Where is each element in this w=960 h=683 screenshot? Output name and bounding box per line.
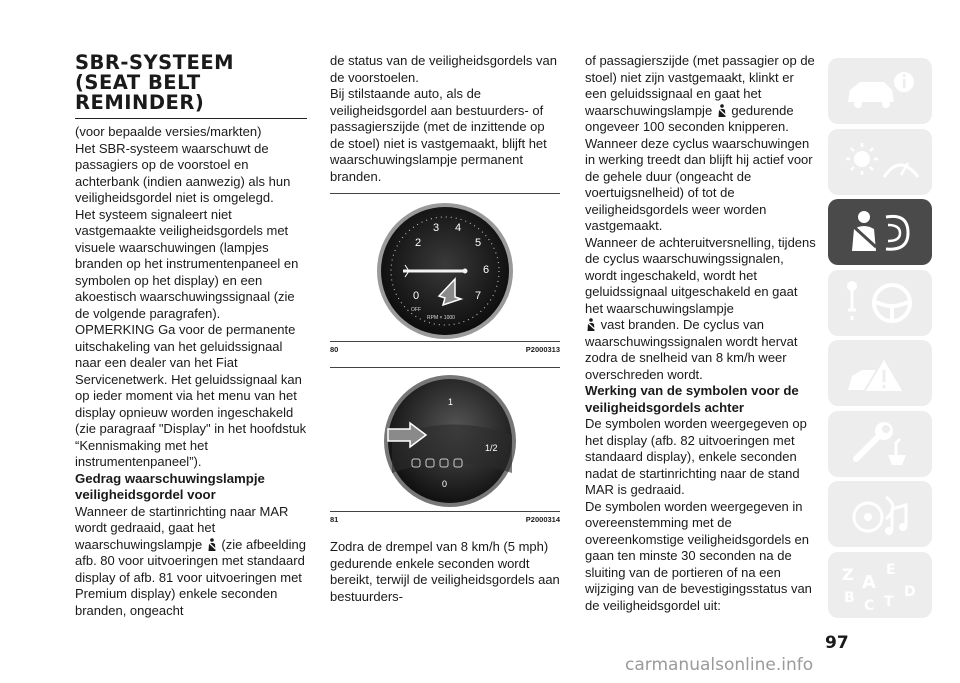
- figure-number: 80: [330, 345, 339, 354]
- gauge-label: 2: [415, 237, 422, 249]
- gauge-label: 0: [413, 290, 420, 302]
- gauge-label: 0: [442, 479, 448, 489]
- seatbelt-warning-icon: [716, 104, 728, 117]
- figure-bottom-rule: [330, 511, 560, 512]
- seatbelt-airbag-icon: [828, 199, 932, 265]
- paragraph: Het SBR-systeem waarschuwt de passagiers op de voorstoel en achterbank (indien aanwezig) als hun veiligheidsgordel niet is omgelegd.: [75, 140, 291, 205]
- paragraph: [585, 235, 817, 384]
- tab-emergency[interactable]: [828, 340, 932, 406]
- figure-bottom-rule: [330, 341, 560, 342]
- paragraph: Zodra de drempel van 8 km/h (5 mph) gedurende enkele seconden wordt bereikt, terwijl de veiligheidsgordels aan bestuurders-: [330, 539, 560, 604]
- paragraph-text: vast branden. De cyclus van waarschuwingssignalen wordt hervat zodra de snelheid van 8 km/h weer overschreden wordt.: [585, 317, 798, 382]
- column-1: [75, 0, 307, 619]
- paragraph-text: Wanneer de achteruitversnelling, tijdens de cyclus waarschuwingssignalen, wordt ingeschakeld, wordt het geluidssignaal uitgeschakeld en gaat het waarschuwingslampje: [585, 234, 816, 316]
- subsection-heading: Werking van de symbolen voor de veiligheidsgordels achter: [585, 383, 799, 415]
- figure-top-rule: [330, 367, 560, 368]
- gauge-label: 7: [475, 290, 482, 302]
- gauge-label: 1: [448, 397, 454, 407]
- figure-caption: [330, 515, 560, 525]
- seatbelt-warning-icon: [585, 318, 597, 331]
- car-info-icon: [828, 58, 932, 124]
- paragraph: [585, 53, 817, 136]
- wrench-service-icon: [828, 411, 932, 477]
- tab-safety[interactable]: [828, 199, 932, 265]
- section-subtitle: (voor bepaalde versies/markten): [75, 124, 262, 139]
- seatbelt-warning-icon: [206, 538, 218, 551]
- paragraph: Wanneer deze cyclus waarschuwingen in werking treedt dan blijft hij actief voor de gehele duur (ongeacht de voertuigsnelheid) of tot de veiligheidsgordels weer worden vastgemaakt.: [585, 135, 813, 233]
- paragraph: De symbolen worden weergegeven op het display (afb. 82 uitvoeringen met standaard display), enkele seconden nadat de startinrichting naar de stand MAR is gedraaid.: [585, 416, 807, 497]
- chapter-tabs: [828, 58, 932, 622]
- tab-maintenance[interactable]: [828, 411, 932, 477]
- steering-wheel-key-icon: [828, 270, 932, 336]
- tab-multimedia[interactable]: [828, 481, 932, 547]
- subsection-heading: Gedrag waarschuwingslampje veiligheidsgordel voor: [75, 470, 265, 502]
- paragraph: Bij stilstaande auto, als de veiligheidsgordel aan bestuurders- of passagierszijde (met de inzittende op de stoel) niet is vastgemaakt, blijft het waarschuwingslampje permanent branden.: [330, 86, 547, 184]
- tab-car-info[interactable]: [828, 58, 932, 124]
- figure-code: P2000314: [525, 515, 560, 524]
- tab-index[interactable]: [828, 552, 932, 618]
- svg-text:C: C: [864, 597, 875, 614]
- paragraph-text: (zie afbeelding afb. 80 voor uitvoeringen met standaard display of afb. 81 voor uitvoeringen met Premium display) enkele seconden branden, ongeacht: [75, 536, 306, 618]
- svg-text:T: T: [884, 593, 894, 610]
- gauge-label: 5: [475, 237, 482, 249]
- svg-text:B: B: [844, 589, 855, 606]
- warning-triangle-car-icon: [828, 340, 932, 406]
- svg-text:Z: Z: [842, 564, 854, 584]
- section-title: [75, 53, 307, 119]
- tab-dashboard-lights[interactable]: [828, 129, 932, 195]
- rpm-label: RPM × 1000: [427, 315, 455, 321]
- figure-80: [330, 193, 560, 355]
- paragraph: de status van de veiligheidsgordels van de voorstoelen.: [330, 53, 557, 85]
- paragraph-text: of passagierszijde (met passagier op de stoel) niet zijn vastgemaakt, klinkt er een geluidssignaal en gaat het waarschuwingslampje: [585, 53, 815, 118]
- section-title-line: REMINDER): [75, 91, 205, 114]
- column-3: [585, 53, 817, 614]
- gauge-label: 4: [455, 222, 462, 234]
- figure-code: P2000313: [525, 345, 560, 354]
- tab-starting-driving[interactable]: [828, 270, 932, 336]
- page-number: 97: [825, 633, 849, 653]
- note-paragraph: OPMERKING Ga voor de permanente uitschakeling van het geluidssignaal naar een dealer van het Fiat Servicenetwerk. Het geluidssignaal kan op ieder moment via het menu van het display opnieuw worden ingeschakeld (zie paragraaf "Display" in het hoofdstuk “Kennismaking met het instrumentenpaneel”).: [75, 322, 307, 469]
- svg-text:D: D: [904, 583, 916, 600]
- watermark: carmanualsonline.info: [625, 655, 814, 675]
- paragraph: De symbolen worden weergegeven in overeenstemming met de overeenkomstige veiligheidsgordels en gaan ten minste 30 seconden na de sluiting van de portieren of na een wijziging van de bevestigingsstatus van de veiligheidsgordel uit:: [585, 498, 812, 613]
- gauge-label: 6: [483, 264, 490, 276]
- tachometer-gauge-image: [375, 201, 515, 341]
- dashboard-lights-icon: [828, 129, 932, 195]
- section-title-line: (SEAT BELT: [75, 71, 201, 94]
- svg-text:E: E: [886, 561, 896, 578]
- figure-top-rule: [330, 193, 560, 194]
- svg-text:A: A: [862, 571, 876, 593]
- off-label: OFF: [411, 307, 421, 313]
- multimedia-icon: [828, 481, 932, 547]
- figure-81: [330, 367, 560, 525]
- display-gauge-image: [370, 373, 520, 511]
- paragraph-text: gedurende ongeveer 100 seconden knipperen.: [585, 102, 794, 134]
- paragraph: [75, 504, 307, 620]
- paragraph: Het systeem signaleert niet vastgemaakte veiligheidsgordels met visuele waarschuwingen (lampjes branden op het instrumentenpaneel en symbolen op het display) en een akoestisch waarschuwingssignaal (zie de volgende paragrafen).: [75, 206, 299, 321]
- section-title-line: SBR-SYSTEEM: [75, 51, 235, 74]
- figure-number: 81: [330, 515, 339, 524]
- figure-caption: [330, 345, 560, 355]
- gauge-label: 1/2: [485, 443, 498, 453]
- alphabetical-index-icon: [828, 552, 932, 618]
- gauge-label: 3: [433, 222, 440, 234]
- paragraph-text: Wanneer de startinrichting naar MAR wordt gedraaid, gaat het waarschuwingslampje: [75, 503, 289, 552]
- column-2: [330, 53, 560, 605]
